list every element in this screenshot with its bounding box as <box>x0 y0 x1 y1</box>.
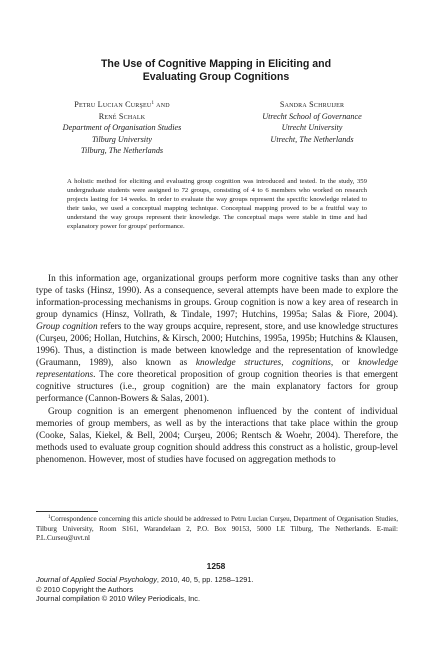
page-number: 1258 <box>206 561 226 571</box>
article-title <box>40 58 392 84</box>
affiliation-line: Department of Organisation Studies <box>62 123 182 133</box>
footnote-rule <box>36 511 98 512</box>
author-conjunction: and <box>153 100 170 109</box>
affiliation-line: Utrecht School of Governance <box>262 111 362 121</box>
emphasis-knowledge-structures: knowledge structures <box>195 358 282 369</box>
author-block-left <box>48 99 196 157</box>
affiliation-line: Tilburg, The Netherlands <box>80 146 164 156</box>
emphasis-group-cognition: Group cognition <box>36 322 98 333</box>
footnote-marker: 1 <box>48 515 51 520</box>
journal-citation <box>36 575 366 585</box>
journal-volume: , 2010, 40, 5, pp. 1258–1291. <box>156 575 254 584</box>
paragraph-1 <box>36 273 398 406</box>
author-name-schalk: René Schalk <box>98 111 146 121</box>
footnote <box>36 515 398 544</box>
title-line-1: The Use of Cognitive Mapping in Eliciting and <box>100 58 332 70</box>
text-run: In this information age, organizational groups perform more cognitive tasks than any other type of tasks (Hinsz, 1990). As a consequence, several attempts have been made to explore the information-processing mechanisms in groups. Group cognition is now a key area of research in group dynamics (Hinsz, Vollrath, & Tindale, 1997; Hutchins, 1995a; Salas & Fiore, 2004). <box>36 274 398 321</box>
title-line-2: Evaluating Group Cognitions <box>142 71 290 83</box>
affiliation-line: Tilburg University <box>92 134 152 144</box>
footnote-marker: 1 <box>151 101 154 106</box>
journal-name: Journal of Applied Social Psychology <box>36 575 157 584</box>
journal-info <box>36 575 366 604</box>
paragraph-2: Group cognition is an emergent phenomenon influenced by the content of individual memories of group members, as well as by the interactions that take place within the group (Cooke, Salas, Kiekel, & Bell, 2004; Curşeu, 2006; Rentsch & Woehr, 2004). Therefore, the methods used to evaluate group cognition should address this construct as a holistic, group-level phenomenon. However, most of studies have focused on aggregation methods to <box>36 406 398 465</box>
text-run: refers to the way groups acquire, represent, store, and use knowledge structures (Curşeu, 2006; Hollan, Hutchins, & Kirsch, 2000; Hutchins, 1995a, 1995b; Hutchins & Klausen, 1996). Thus, a distinction is made between knowledge and the representation of knowledge (Graumann, 1989), also known as <box>36 322 399 369</box>
emphasis-cognitions: cognitions <box>292 358 331 369</box>
footnote-text: Correspondence concerning this article should be addressed to Petru Lucian Curşeu, Department of Organisation Studies, Tilburg University, Room S161, Warandelaan 2, P.O. Box 90153, 5000 LE Tilburg, The Netherlands. E-mail: P.L.Curseu@uvt.nl <box>36 515 398 543</box>
affiliation-line: Utrecht University <box>281 123 343 133</box>
footnote-paragraph <box>36 515 398 544</box>
author-block-right <box>232 99 392 145</box>
body-text <box>36 273 398 466</box>
emphasis-knowledge-representations: knowledge representations <box>36 358 398 381</box>
copyright-line: © 2010 Copyright the Authors <box>36 584 134 594</box>
text-run: , or <box>330 358 359 369</box>
text-run: . The core theoretical proposition of group cognition theories is that emergent cognitive structures (i.e., group cognition) are the main explanatory factors for group performance (Cannon-Bowers & Salas, 2001). <box>36 370 398 405</box>
text-run: , <box>281 358 293 369</box>
compilation-line: Journal compilation © 2010 Wiley Periodicals, Inc. <box>36 594 201 604</box>
affiliation-line: Utrecht, The Netherlands <box>270 134 354 144</box>
author-name-schruijer: Sandra Schruijer <box>279 100 345 109</box>
abstract: A holistic method for eliciting and evaluating group cognition was introduced and tested. In the study, 359 undergraduate students were assigned to 72 groups, consisting of 4 to 6 members who worked on research projects lasting for 14 weeks. In order to evaluate the way groups represent the specific knowledge related to their tasks, we used a conceptual mapping technique. Conceptual mapping proved to be a fruitful way to understand the way groups represent their knowledge. The conceptual maps were stable in time and had explanatory power for groups' performance. <box>67 178 367 231</box>
author-name-line-1 <box>48 99 196 111</box>
author-name-curseu: Petru Lucian Curşeu <box>74 100 152 109</box>
